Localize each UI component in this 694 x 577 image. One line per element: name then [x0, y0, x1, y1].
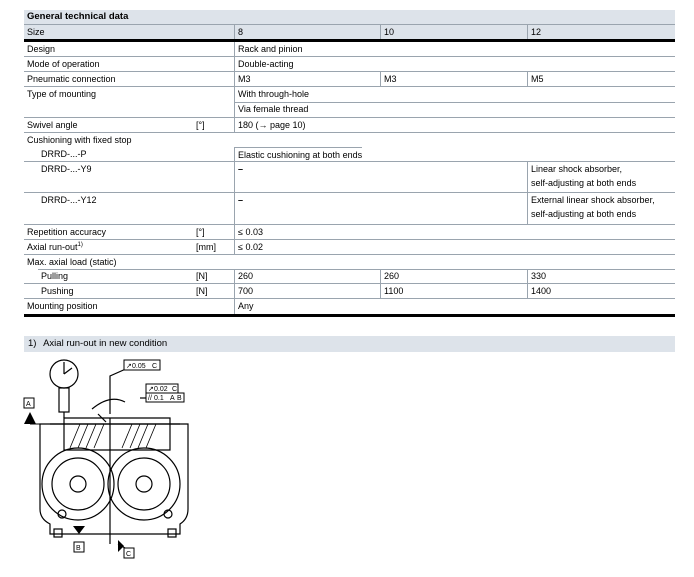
row-label: Type of mounting: [27, 89, 97, 99]
tol-2-ref: C: [172, 386, 178, 393]
cell-size-12: M5: [527, 72, 544, 86]
row-value: ≤ 0.03: [234, 225, 263, 239]
row-unit: [°]: [196, 120, 205, 130]
footnote: [24, 336, 675, 352]
table-row-swivel: [24, 117, 675, 132]
row-label: Max. axial load (static): [27, 257, 117, 267]
parallel-symbol-icon: //: [148, 395, 152, 402]
table-row-cushioning: [24, 132, 675, 147]
cell-size-12: 12: [527, 25, 541, 39]
table-row-max-axial: [24, 254, 675, 269]
tol-3-ref-b: B: [177, 395, 182, 402]
line-2: self-adjusting at both ends: [531, 178, 637, 188]
row-value-12: [527, 162, 636, 192]
cell-size-12: 1400: [527, 284, 551, 298]
table-row-mounting: [24, 86, 675, 117]
row-value-2: Via female thread: [234, 102, 308, 117]
row-unit: [N]: [196, 286, 208, 296]
line-1: External linear shock absorber,: [531, 195, 655, 205]
pinion-right: [108, 448, 180, 520]
sub-divider: [38, 269, 675, 270]
footnote-text: Axial run-out in new condition: [43, 338, 168, 349]
table-row-p: [24, 147, 675, 161]
row-unit: [N]: [196, 271, 208, 281]
row-label: Mounting position: [27, 301, 98, 311]
cell-size-8: M3: [234, 72, 251, 86]
row-value: With through-hole: [234, 87, 309, 102]
datum-a-marker: [24, 412, 36, 424]
datum-c-marker: [118, 540, 124, 552]
cell-size-10: 1100: [380, 284, 403, 298]
row-value: 180 (→ page 10): [234, 118, 306, 132]
row-value: ≤ 0.02: [234, 240, 263, 254]
row-label: Cushioning with fixed stop: [27, 135, 132, 145]
row-unit: [°]: [196, 227, 205, 237]
table-title: General technical data: [24, 10, 675, 24]
row-value: –: [234, 193, 243, 224]
row-value: –: [234, 162, 243, 192]
cell-size-10: 260: [380, 269, 399, 283]
datum-c-label: C: [126, 551, 132, 558]
line-2: self-adjusting at both ends: [531, 209, 637, 219]
row-label: Swivel angle: [27, 120, 78, 130]
table-row-pulling: [24, 269, 675, 283]
line-1: Linear shock absorber,: [531, 164, 623, 174]
table-row-axial-runout: [24, 239, 675, 254]
row-label: DRRD-...-Y9: [41, 164, 92, 174]
tol-1-value: 0.05: [132, 363, 146, 370]
row-unit: [mm]: [196, 242, 216, 252]
row-value: Elastic cushioning at both ends: [234, 147, 362, 162]
table-row-design: [24, 39, 675, 56]
row-value: Double-acting: [234, 57, 294, 71]
row-label: Pushing: [41, 286, 74, 296]
row-label: Size: [27, 27, 45, 37]
runout-symbol-icon: ↗: [148, 386, 154, 393]
row-value-12: [527, 193, 655, 224]
table-row-mounting-position: [24, 298, 675, 314]
row-label: Design: [27, 44, 56, 54]
tol-1-ref: C: [152, 363, 158, 370]
tol-3-ref-a: A: [170, 395, 175, 402]
table-row-mode: [24, 56, 675, 71]
cell-size-10: M3: [380, 72, 397, 86]
datum-b-label: B: [76, 545, 81, 552]
pinion-left: [42, 448, 114, 520]
axial-runout-drawing: [20, 354, 260, 569]
cell-size-8: 700: [234, 284, 253, 298]
row-label: DRRD-...-P: [41, 149, 87, 159]
table-bottom-rule: [24, 314, 675, 317]
cell-size-10: 10: [380, 25, 394, 39]
table-row-pushing: [24, 283, 675, 298]
table-row-pneumatic: [24, 71, 675, 86]
cell-size-12: 330: [527, 269, 546, 283]
datum-b-marker: [73, 526, 85, 534]
row-value: Rack and pinion: [234, 42, 303, 56]
label-text: Axial run-out: [27, 242, 78, 252]
tol-2-value: 0.02: [154, 386, 168, 393]
cell-size-8: 260: [234, 269, 253, 283]
footnote-number: 1): [28, 338, 37, 349]
table-row-y9: [24, 161, 675, 192]
row-label: Pneumatic connection: [27, 74, 116, 84]
table-row-repetition: [24, 224, 675, 239]
row-label: [24, 240, 83, 254]
table-row-size: [24, 24, 675, 39]
row-label: Mode of operation: [27, 59, 100, 69]
footnote-ref: 1): [77, 242, 83, 248]
row-label: Pulling: [41, 271, 69, 281]
row-label: Repetition accuracy: [27, 227, 107, 237]
datum-a-label: A: [26, 401, 31, 408]
runout-symbol-icon: ↗: [126, 363, 132, 370]
tol-3-value: 0.1: [154, 395, 164, 402]
table-row-y12: [24, 192, 675, 224]
technical-data-table: [24, 10, 675, 317]
cell-size-8: 8: [234, 25, 243, 39]
row-label: DRRD-...-Y12: [41, 195, 97, 205]
row-value: Any: [234, 299, 254, 314]
